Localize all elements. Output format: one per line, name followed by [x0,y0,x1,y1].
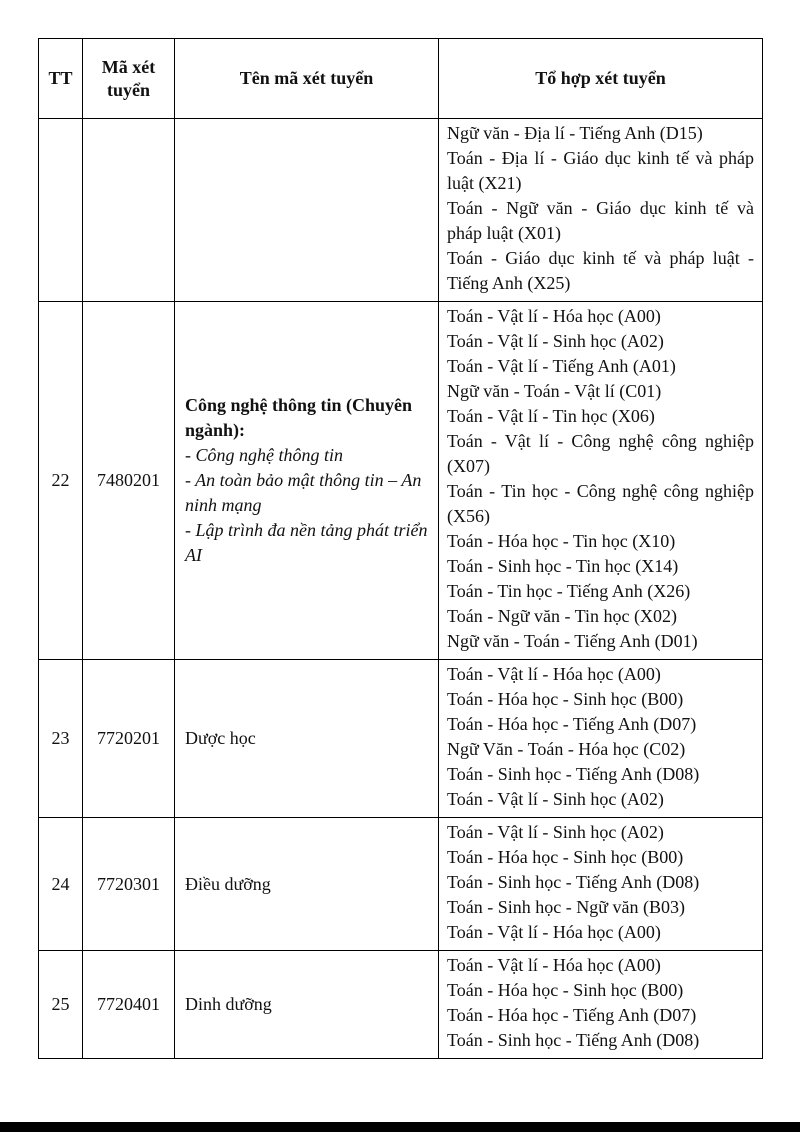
header-name: Tên mã xét tuyển [175,39,439,119]
header-tt: TT [39,39,83,119]
combo-item: Toán - Hóa học - Sinh học (B00) [447,980,684,1000]
combo-item: Toán - Ngữ văn - Giáo dục kinh tế và pháp luật (X01) [447,198,754,243]
combo-item: Toán - Vật lí - Sinh học (A02) [447,331,664,351]
major-name: Dinh dưỡng [185,994,272,1014]
major-name: Công nghệ thông tin (Chuyên ngành): [185,395,413,440]
major-name: Điều dưỡng [185,873,271,894]
combo-item: Toán - Hóa học - Tiếng Anh (D07) [447,714,697,734]
combo-item: Toán - Địa lí - Giáo dục kinh tế và pháp luật (X21) [447,148,754,193]
table-header-row [39,39,763,119]
table-row [39,660,763,818]
combo-item: Toán - Ngữ văn - Tin học (X02) [447,606,677,626]
combo-item: Toán - Sinh học - Tin học (X14) [447,556,679,576]
combo-item: Toán - Giáo dục kinh tế và pháp luật - Tiếng Anh (X25) [447,248,754,293]
cell-name [175,302,439,660]
header-combos: Tổ hợp xét tuyển [439,39,763,119]
cell-name [175,119,439,302]
major-name: Dược học [185,728,256,748]
table-row [39,119,763,302]
table-row [39,302,763,660]
cell-name [175,660,439,818]
combo-item: Ngữ văn - Toán - Vật lí (C01) [447,381,662,401]
combo-item: Toán - Vật lí - Hóa học (A00) [447,664,661,684]
cell-combos [439,818,763,951]
footer-bar [0,1122,800,1132]
major-detail: - Công nghệ thông tin [185,445,343,465]
combo-item: Toán - Vật lí - Tiếng Anh (A01) [447,356,676,376]
combo-item: Toán - Hóa học - Tiếng Anh (D07) [447,1005,697,1025]
combo-item: Toán - Sinh học - Tiếng Anh (D08) [447,764,700,784]
combo-item: Toán - Vật lí - Hóa học (A00) [447,306,661,326]
cell-code: 7720301 [83,818,175,951]
cell-code [83,119,175,302]
combo-item: Toán - Sinh học - Ngữ văn (B03) [447,897,685,917]
combo-item: Toán - Vật lí - Tin học (X06) [447,406,655,426]
combo-item: Ngữ Văn - Toán - Hóa học (C02) [447,739,686,759]
table-row [39,951,763,1059]
combo-item: Toán - Vật lí - Hóa học (A00) [447,955,661,975]
combo-item: Toán - Hóa học - Sinh học (B00) [447,847,684,867]
cell-code: 7720401 [83,951,175,1059]
combo-item: Toán - Tin học - Tiếng Anh (X26) [447,581,691,601]
cell-code: 7480201 [83,302,175,660]
table-row [39,818,763,951]
combo-item: Toán - Sinh học - Tiếng Anh (D08) [447,872,700,892]
combo-item: Ngữ văn - Địa lí - Tiếng Anh (D15) [447,123,703,143]
cell-tt: 22 [39,302,83,660]
cell-name [175,951,439,1059]
combo-item: Toán - Tin học - Công nghệ công nghiệp (X56) [447,481,754,526]
combo-item: Toán - Vật lí - Sinh học (A02) [447,822,664,842]
cell-tt [39,119,83,302]
admissions-table [38,38,763,1059]
cell-combos [439,302,763,660]
table-body [39,119,763,1059]
combo-item: Toán - Vật lí - Công nghệ công nghiệp (X07) [447,431,754,476]
cell-name [175,818,439,951]
combo-item: Toán - Sinh học - Tiếng Anh (D08) [447,1030,700,1050]
major-detail: - An toàn bảo mật thông tin – An ninh mạng [185,470,422,515]
header-code: Mã xét tuyển [83,39,175,119]
combo-item: Ngữ văn - Toán - Tiếng Anh (D01) [447,631,698,651]
cell-code: 7720201 [83,660,175,818]
combo-item: Toán - Vật lí - Hóa học (A00) [447,922,661,942]
cell-tt: 25 [39,951,83,1059]
combo-item: Toán - Hóa học - Tin học (X10) [447,531,676,551]
combo-item: Toán - Hóa học - Sinh học (B00) [447,689,684,709]
cell-combos [439,660,763,818]
cell-combos [439,119,763,302]
cell-tt: 24 [39,818,83,951]
major-detail: - Lập trình đa nền tảng phát triển AI [185,520,428,565]
combo-item: Toán - Vật lí - Sinh học (A02) [447,789,664,809]
cell-combos [439,951,763,1059]
cell-tt: 23 [39,660,83,818]
